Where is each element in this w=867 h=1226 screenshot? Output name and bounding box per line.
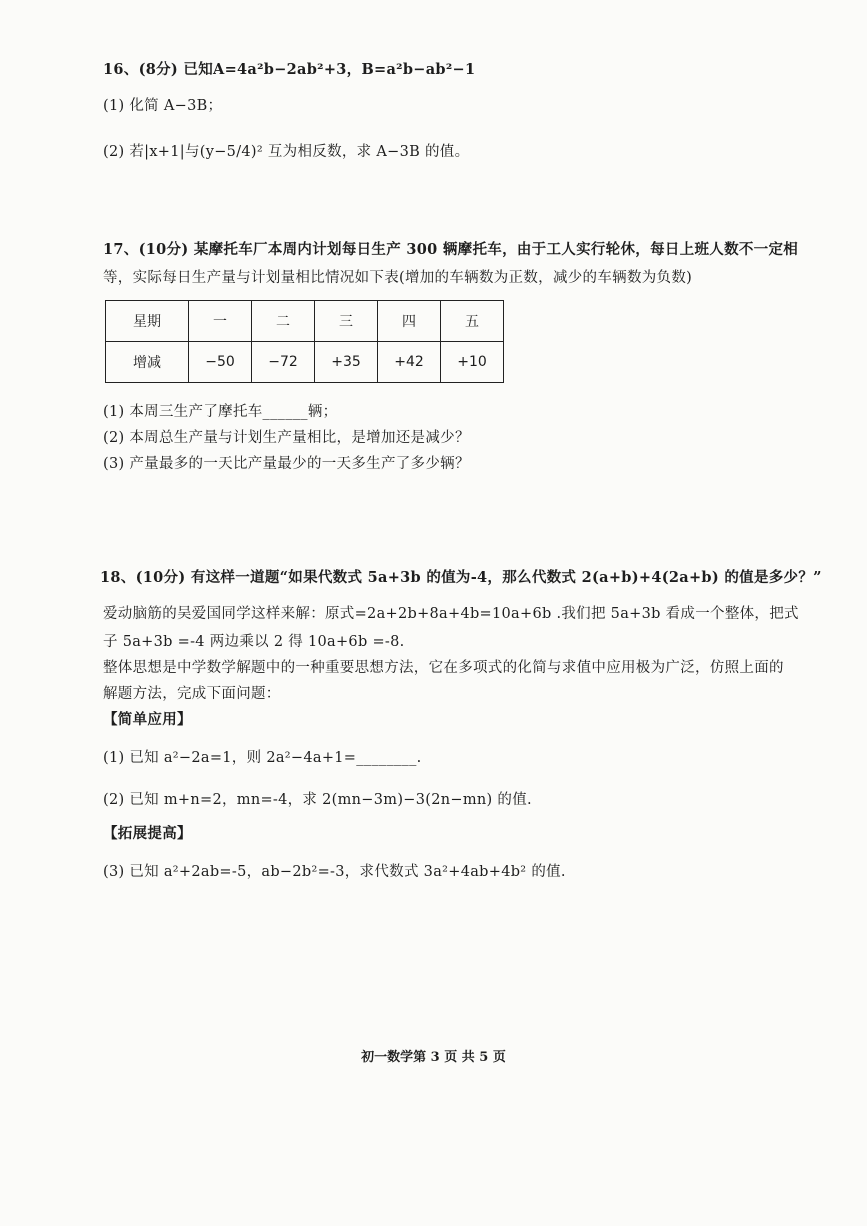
- table-cell-day: 五: [441, 301, 504, 342]
- q18-part1: (1) 已知 a²−2a=1，则 2a²−4a+1=________.: [103, 750, 422, 766]
- q17-part2: (2) 本周总生产量与计划生产量相比，是增加还是减少？: [103, 430, 470, 446]
- table-cell-day: 四: [378, 301, 441, 342]
- q16-heading: 16、(8分) 已知A=4a²b−2ab²+3，B=a²b−ab²−1: [103, 61, 476, 78]
- production-table: [105, 300, 504, 383]
- table-cell-value: +35: [315, 342, 378, 383]
- page-footer: 初一数学第 3 页 共 5 页: [361, 1050, 506, 1065]
- q18-text-line5: 解题方法，完成下面问题：: [103, 686, 281, 702]
- table-row-head-change: 增减: [106, 342, 189, 383]
- table-row: [106, 301, 504, 342]
- q18-text-line4: 整体思想是中学数学解题中的一种重要思想方法，它在多项式的化简与求值中应用极为广泛，仿照上面的: [103, 660, 784, 676]
- table-cell-day: 三: [315, 301, 378, 342]
- table-cell-value: +42: [378, 342, 441, 383]
- q18-section-extend: 【拓展提高】: [103, 825, 192, 842]
- table-cell-day: 一: [189, 301, 252, 342]
- q17-heading-line1: 17、(10分) 某摩托车厂本周内计划每日生产 300 辆摩托车，由于工人实行轮休，每日上班人数不一定相: [103, 241, 799, 258]
- q17-part3: (3) 产量最多的一天比产量最少的一天多生产了多少辆？: [103, 456, 470, 472]
- q18-part2: (2) 已知 m+n=2，mn=-4，求 2(mn−3m)−3(2n−mn) 的值.: [103, 792, 532, 808]
- q16-part1: (1) 化简 A−3B；: [103, 98, 223, 114]
- table-cell-value: −50: [189, 342, 252, 383]
- table-cell-day: 二: [252, 301, 315, 342]
- table-row-head-day: 星期: [106, 301, 189, 342]
- q17-part1: (1) 本周三生产了摩托车______辆；: [103, 404, 338, 420]
- q17-heading-line2: 等，实际每日生产量与计划量相比情况如下表(增加的车辆数为正数，减少的车辆数为负数): [103, 270, 693, 286]
- q18-text-line2: 爱动脑筋的吴爱国同学这样来解：原式=2a+2b+8a+4b=10a+6b .我们把 5a+3b 看成一个整体，把式: [103, 606, 799, 622]
- q18-heading: 18、(10分) 有这样一道题“如果代数式 5a+3b 的值为-4，那么代数式 2(a+b)+4(2a+b) 的值是多少？”: [100, 569, 822, 586]
- table-row: [106, 342, 504, 383]
- q18-section-simple: 【简单应用】: [103, 711, 192, 728]
- q18-part3: (3) 已知 a²+2ab=-5，ab−2b²=-3，求代数式 3a²+4ab+4b² 的值.: [103, 864, 566, 880]
- q16-part2: (2) 若|x+1|与(y−5/4)² 互为相反数，求 A−3B 的值。: [103, 144, 470, 160]
- table-cell-value: −72: [252, 342, 315, 383]
- table-cell-value: +10: [441, 342, 504, 383]
- q18-text-line3: 子 5a+3b =-4 两边乘以 2 得 10a+6b =-8.: [103, 634, 405, 650]
